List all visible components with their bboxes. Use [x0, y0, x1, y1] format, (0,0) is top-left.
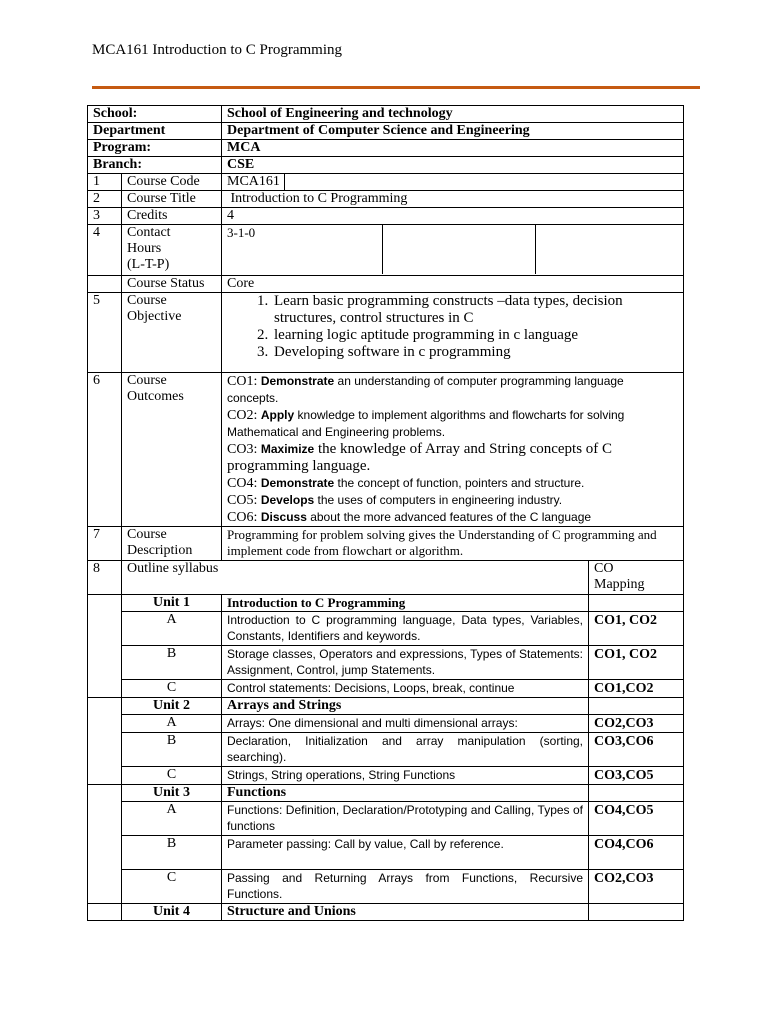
- label-line: Description: [127, 543, 193, 558]
- header-rule: [92, 86, 700, 89]
- credits-row: [88, 208, 684, 225]
- row-number: 7: [88, 527, 122, 561]
- branch-row: [88, 157, 684, 174]
- outcome-co6: CO6: Discuss about the more advanced features of the C language: [227, 510, 592, 525]
- unit-3-header-row: [88, 785, 684, 802]
- school-value: School of Engineering and technology: [222, 106, 684, 123]
- ltp-value: 3-1-0: [222, 225, 383, 274]
- item-co-mapping: CO3,CO6: [589, 733, 684, 767]
- item-text: Arrays: One dimensional and multi dimensional arrays:: [222, 715, 589, 733]
- course-code-value: MCA161: [227, 174, 285, 190]
- course-title-label: Course Title: [122, 191, 222, 208]
- row-number: 2: [88, 191, 122, 208]
- table-row: [88, 612, 684, 646]
- department-row: [88, 123, 684, 140]
- row-number: 8: [88, 561, 122, 595]
- item-letter: A: [122, 802, 222, 836]
- unit-2-header-row: [88, 698, 684, 715]
- unit-3-title: Functions: [222, 785, 589, 802]
- item-letter: C: [122, 680, 222, 698]
- item-text: Introduction to C programming language, Data types, Variables, Constants, Identifiers and keywords.: [222, 612, 589, 646]
- credits-label: Credits: [122, 208, 222, 225]
- row-number: 6: [88, 373, 122, 527]
- item-letter: B: [122, 733, 222, 767]
- contact-hours-row: [88, 225, 684, 276]
- table-row: [88, 836, 684, 870]
- table-row: [88, 802, 684, 836]
- item-co-mapping: CO4,CO5: [589, 802, 684, 836]
- branch-value: CSE: [222, 157, 684, 174]
- school-row: [88, 106, 684, 123]
- course-title-row: [88, 191, 684, 208]
- contact-hours-label: [122, 225, 222, 276]
- item-text: Parameter passing: Call by value, Call by reference.: [222, 836, 589, 870]
- outcome-co2: CO2: Apply knowledge to implement algorithms and flowcharts for solving Mathematical and Engineering problems.: [227, 408, 625, 439]
- co-mapping-header: [589, 561, 684, 595]
- row-number: 1: [88, 174, 122, 191]
- label-line: Outcomes: [127, 389, 184, 404]
- item-co-mapping: CO1, CO2: [589, 612, 684, 646]
- label-line: CO: [594, 561, 614, 576]
- label-line: Contact: [127, 225, 171, 240]
- outline-syllabus-label: Outline syllabus: [122, 561, 589, 595]
- label-line: (L-T-P): [127, 257, 170, 272]
- list-item: 2. learning logic aptitude programming in c language: [272, 327, 678, 344]
- item-co-mapping: CO3,CO5: [589, 767, 684, 785]
- label-line: Course: [127, 527, 167, 542]
- row-number: 4: [88, 225, 122, 276]
- label-line: Course: [127, 293, 167, 308]
- course-code-row: [88, 174, 684, 191]
- ltp-cell: [536, 225, 683, 274]
- outcome-co1: CO1: Demonstrate an understanding of computer programming language concepts.: [227, 374, 624, 405]
- course-status-value: Core: [222, 276, 684, 293]
- course-status-label: Course Status: [122, 276, 222, 293]
- credits-value: 4: [222, 208, 684, 225]
- item-letter: B: [122, 646, 222, 680]
- course-title-value: Introduction to C Programming: [222, 191, 684, 208]
- unit-2-title: Arrays and Strings: [222, 698, 589, 715]
- table-row: [88, 646, 684, 680]
- unit-4-title: Structure and Unions: [222, 904, 589, 921]
- course-objective-label: [122, 293, 222, 373]
- page-header-title: MCA161 Introduction to C Programming: [92, 42, 342, 58]
- item-co-mapping: CO1, CO2: [589, 646, 684, 680]
- item-letter: A: [122, 715, 222, 733]
- ltp-grid: [222, 225, 683, 274]
- table-row: [88, 870, 684, 904]
- label-line: Mapping: [594, 577, 645, 592]
- item-letter: B: [122, 836, 222, 870]
- program-value: MCA: [222, 140, 684, 157]
- ltp-cell: [383, 225, 536, 274]
- objective-list: [227, 293, 678, 361]
- table-row: [88, 715, 684, 733]
- branch-label: Branch:: [88, 157, 222, 174]
- row-number: 3: [88, 208, 122, 225]
- department-label: Department: [88, 123, 222, 140]
- table-row: [88, 733, 684, 767]
- label-line: Objective: [127, 309, 182, 324]
- outcome-co4: CO4: Demonstrate the concept of function, pointers and structure.: [227, 476, 585, 491]
- course-description-row: [88, 527, 684, 561]
- item-text: Functions: Definition, Declaration/Prototyping and Calling, Types of functions: [222, 802, 589, 836]
- course-description-value: Programming for problem solving gives the Understanding of C programming and implement code from flowchart or algorithm.: [222, 527, 684, 561]
- table-row: [88, 680, 684, 698]
- item-letter: C: [122, 767, 222, 785]
- item-co-mapping: CO2,CO3: [589, 870, 684, 904]
- row-number: 5: [88, 293, 122, 373]
- program-label: Program:: [88, 140, 222, 157]
- department-value: Department of Computer Science and Engineering: [222, 123, 684, 140]
- item-letter: A: [122, 612, 222, 646]
- course-outcomes-row: [88, 373, 684, 527]
- course-status-row: [88, 276, 684, 293]
- item-text: Storage classes, Operators and expressions, Types of Statements: Assignment, Control, jump Statements.: [222, 646, 589, 680]
- course-outcomes-label: [122, 373, 222, 527]
- outline-syllabus-row: [88, 561, 684, 595]
- list-item: 1. Learn basic programming constructs –data types, decision structures, control structures in C: [272, 293, 678, 327]
- item-text: Strings, String operations, String Functions: [222, 767, 589, 785]
- unit-3-name: Unit 3: [122, 785, 222, 802]
- outcomes-cell: [222, 373, 684, 527]
- item-text: Declaration, Initialization and array manipulation (sorting, searching).: [222, 733, 589, 767]
- unit-2-name: Unit 2: [122, 698, 222, 715]
- item-letter: C: [122, 870, 222, 904]
- list-item: 3. Developing software in c programming: [272, 344, 678, 361]
- unit-1-header-row: [88, 595, 684, 612]
- table-row: [88, 767, 684, 785]
- course-objective-row: [88, 293, 684, 373]
- outcome-co3: CO3: Maximize the knowledge of Array and String concepts of C programming language.: [227, 441, 613, 474]
- school-label: School:: [88, 106, 222, 123]
- item-text: Control statements: Decisions, Loops, break, continue: [222, 680, 589, 698]
- item-co-mapping: CO2,CO3: [589, 715, 684, 733]
- unit-1-title: Introduction to C Programming: [222, 595, 589, 612]
- unit-1-name: Unit 1: [122, 595, 222, 612]
- program-row: [88, 140, 684, 157]
- unit-4-header-row: [88, 904, 684, 921]
- item-text: Passing and Returning Arrays from Functions, Recursive Functions.: [222, 870, 589, 904]
- unit-4-name: Unit 4: [122, 904, 222, 921]
- item-co-mapping: CO4,CO6: [589, 836, 684, 870]
- label-line: Hours: [127, 241, 162, 256]
- outcome-co5: CO5: Develops the uses of computers in engineering industry.: [227, 493, 563, 508]
- course-code-label: Course Code: [122, 174, 222, 191]
- course-description-label: [122, 527, 222, 561]
- label-line: Course: [127, 373, 167, 388]
- syllabus-table: [87, 105, 684, 921]
- item-co-mapping: CO1,CO2: [589, 680, 684, 698]
